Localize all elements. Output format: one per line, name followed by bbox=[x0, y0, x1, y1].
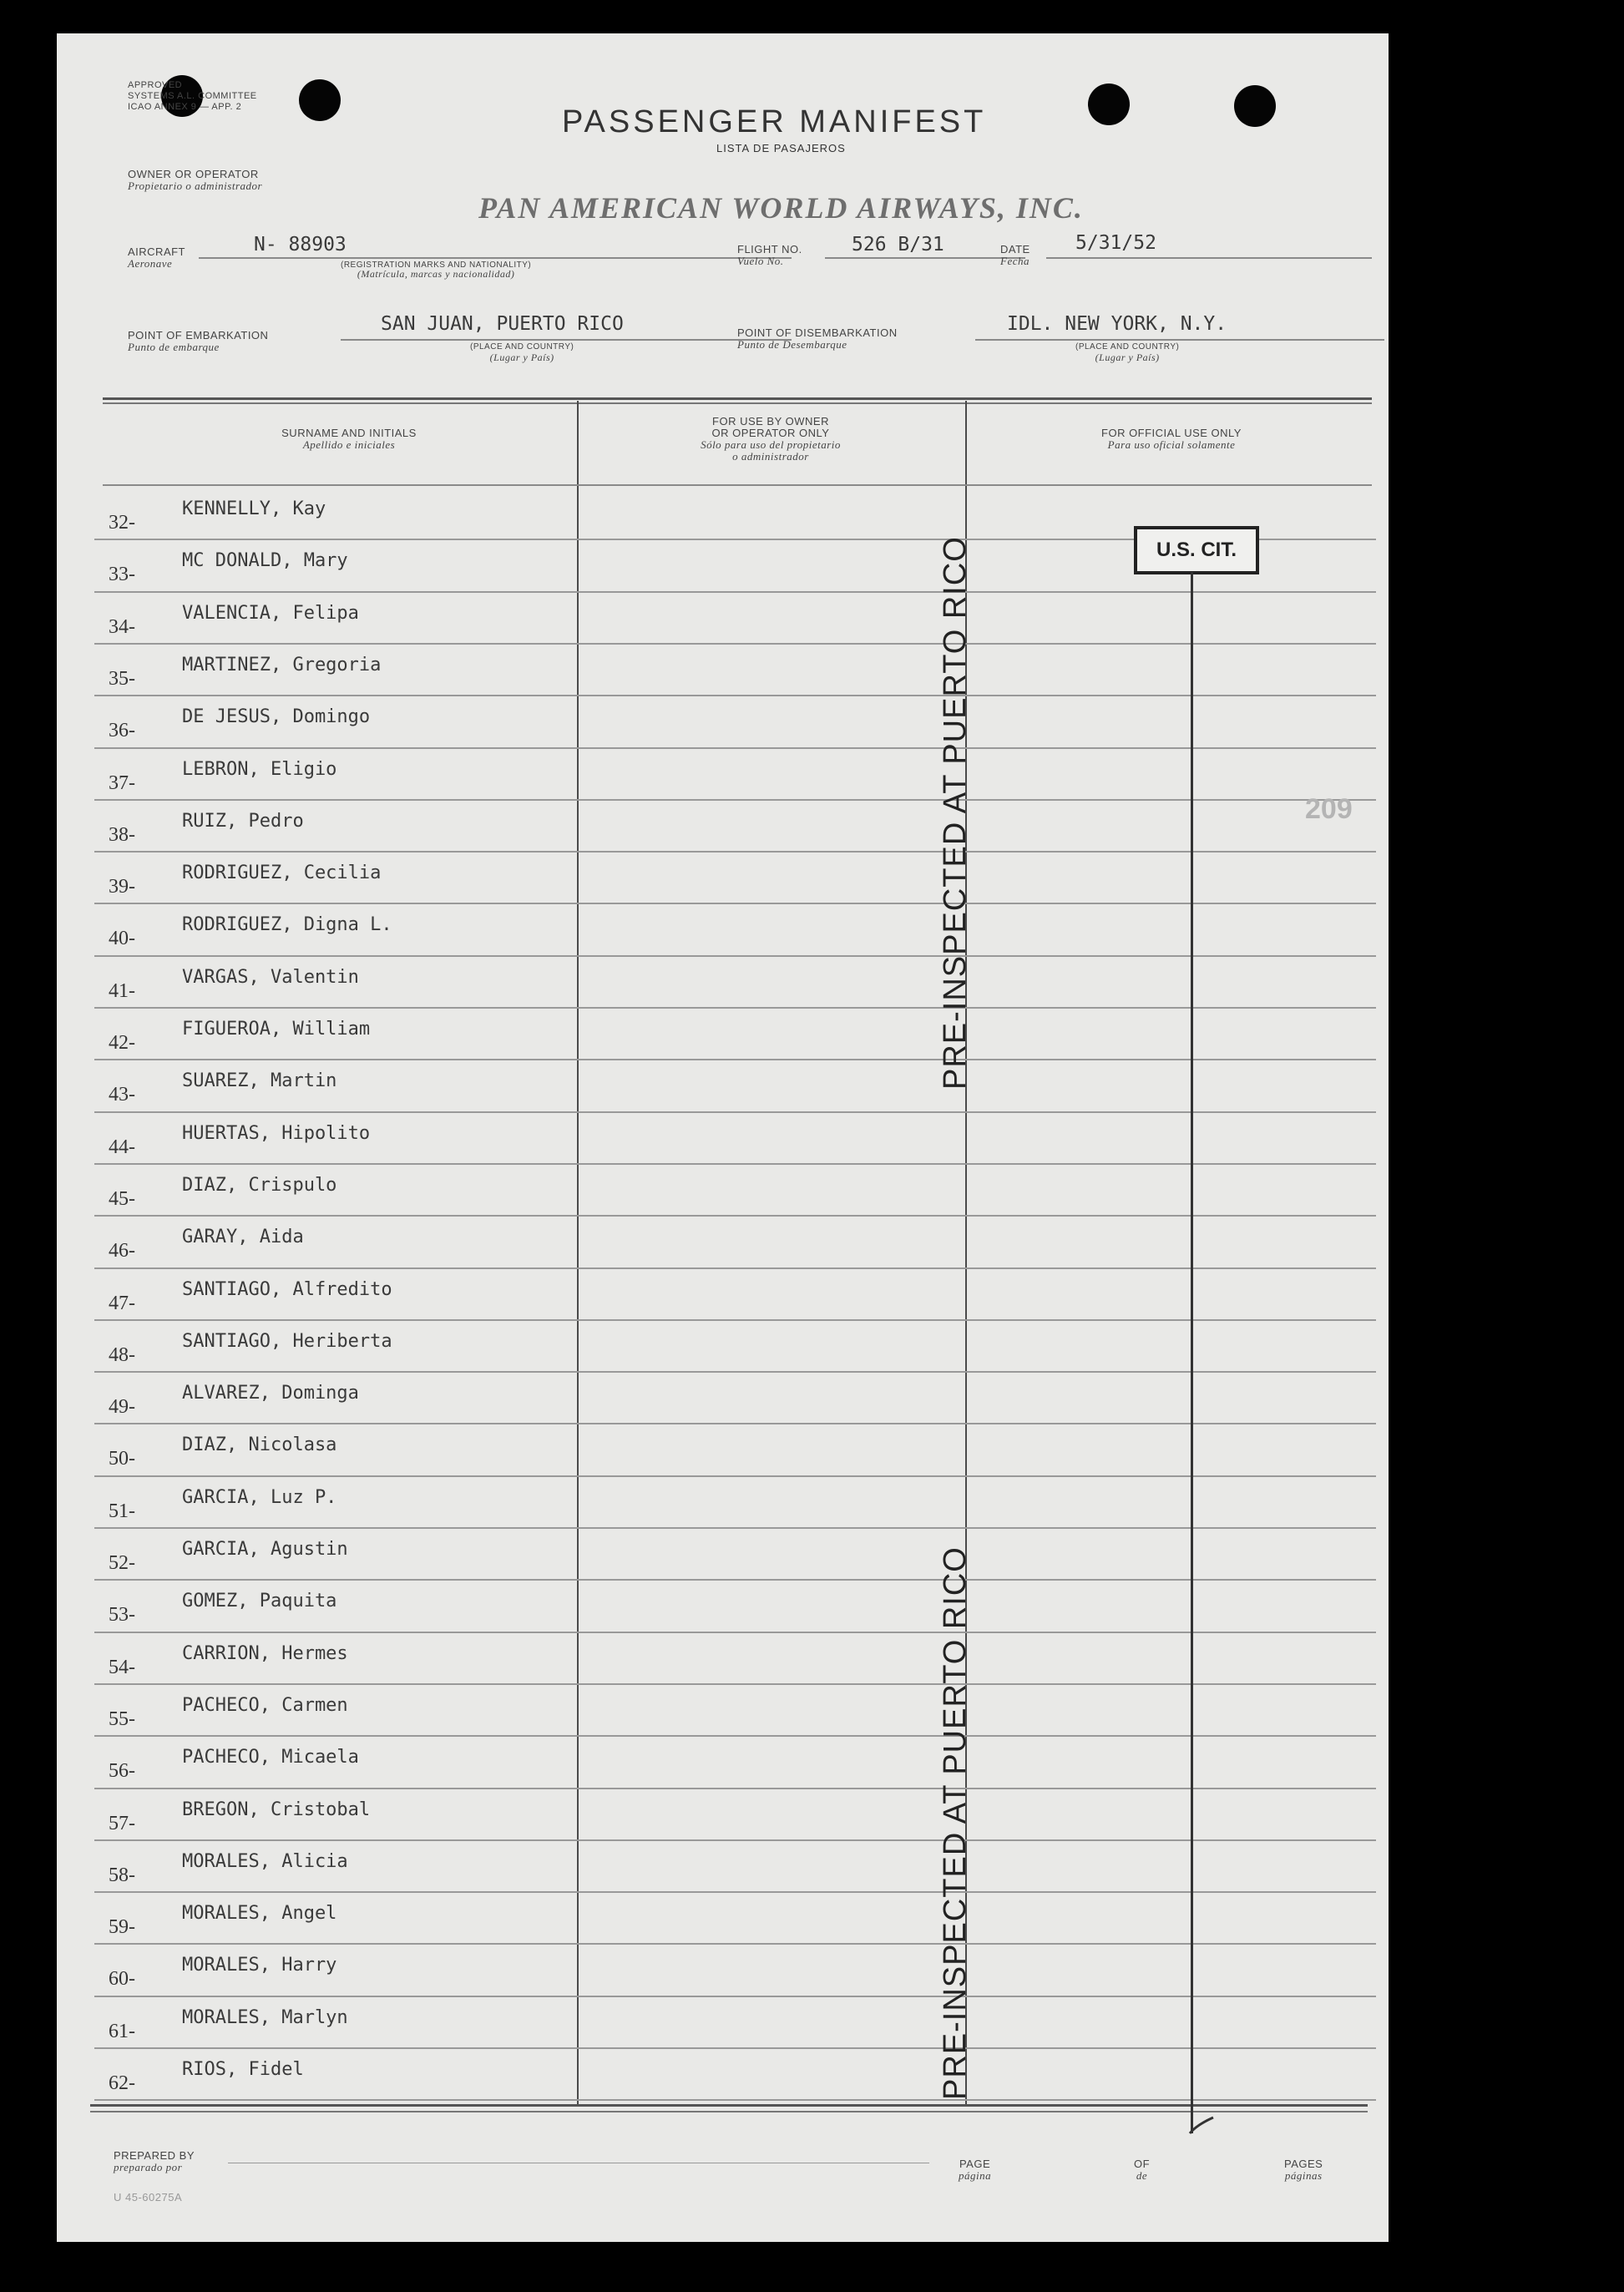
row-divider bbox=[94, 695, 1376, 696]
row-divider bbox=[94, 1111, 1376, 1113]
row-number: 48- bbox=[109, 1343, 135, 1366]
row-number: 39- bbox=[109, 876, 135, 898]
disembark-note bbox=[1075, 342, 1179, 362]
row-divider bbox=[94, 1891, 1376, 1893]
disembark-note-en: (PLACE AND COUNTRY) bbox=[1075, 342, 1180, 352]
form-number: U 45-60275A bbox=[114, 2191, 183, 2203]
row-number: 53- bbox=[109, 1604, 135, 1627]
passenger-name: CARRION, Hermes bbox=[182, 1642, 348, 1664]
manifest-sheet bbox=[57, 33, 1389, 2242]
owner-label-es: Propietario o administrador bbox=[128, 180, 263, 192]
pages-label-en: PAGES bbox=[1284, 2158, 1323, 2170]
passenger-name: SANTIAGO, Heriberta bbox=[182, 1330, 392, 1352]
column-header-operator-line1: FOR USE BY OWNER bbox=[712, 415, 829, 428]
pages-label bbox=[1284, 2158, 1323, 2182]
column-header-surname-en: SURNAME AND INITIALS bbox=[281, 427, 417, 439]
page-label-en: PAGE bbox=[959, 2158, 991, 2170]
embark-label-en: POINT OF EMBARKATION bbox=[128, 329, 269, 342]
column-header-official bbox=[971, 428, 1372, 451]
row-number: 46- bbox=[109, 1240, 135, 1262]
prepared-by-label bbox=[114, 2150, 195, 2173]
us-citizen-stamp: U.S. CIT. bbox=[1134, 526, 1259, 574]
of-label bbox=[1134, 2158, 1150, 2182]
row-divider bbox=[94, 2047, 1376, 2049]
passenger-name: DIAZ, Nicolasa bbox=[182, 1434, 337, 1456]
approval-line-3: ICAO ANNEX 9 — APP. 2 bbox=[128, 102, 242, 112]
approval-line-2: SYSTEMS A.L. COMMITTEE bbox=[128, 91, 257, 101]
preinspected-stamp-bottom: PRE-INSPECTED AT PUERTO RICO bbox=[938, 1546, 973, 2100]
row-divider bbox=[94, 1788, 1376, 1789]
passenger-name: HUERTAS, Hipolito bbox=[182, 1122, 371, 1144]
row-number: 38- bbox=[109, 823, 135, 846]
pages-label-es: páginas bbox=[1284, 2169, 1323, 2182]
row-divider bbox=[94, 1839, 1376, 1841]
row-number: 37- bbox=[109, 772, 135, 794]
table-top-rule-2 bbox=[103, 402, 1372, 404]
passenger-name: ALVAREZ, Dominga bbox=[182, 1383, 359, 1404]
row-divider bbox=[94, 1267, 1376, 1269]
row-divider bbox=[94, 747, 1376, 749]
registration-note-en: (REGISTRATION MARKS AND NATIONALITY) bbox=[341, 261, 532, 270]
row-number: 62- bbox=[109, 2072, 135, 2094]
row-number: 33- bbox=[109, 564, 135, 586]
ditto-arrow-icon bbox=[1188, 2112, 1222, 2138]
row-number: 59- bbox=[109, 1916, 135, 1939]
punch-hole-4 bbox=[1234, 85, 1276, 127]
row-divider bbox=[94, 1007, 1376, 1009]
column-header-official-es: Para uso oficial solamente bbox=[1107, 438, 1236, 451]
passenger-name: RODRIGUEZ, Digna L. bbox=[182, 914, 392, 936]
approval-block bbox=[128, 80, 257, 113]
row-divider bbox=[94, 1735, 1376, 1737]
table-bottom-rule-2 bbox=[90, 2111, 1368, 2112]
table-bottom-rule-1 bbox=[90, 2104, 1368, 2107]
row-number: 56- bbox=[109, 1760, 135, 1783]
row-divider bbox=[94, 799, 1376, 801]
column-header-operator-es2: o administrador bbox=[732, 450, 809, 463]
column-header-operator-es1: Sólo para uso del propietario bbox=[701, 438, 841, 451]
operator-name: PAN AMERICAN WORLD AIRWAYS, INC. bbox=[478, 191, 1084, 225]
passenger-name: PACHECO, Micaela bbox=[182, 1747, 359, 1768]
column-header-official-en: FOR OFFICIAL USE ONLY bbox=[1101, 427, 1242, 439]
row-divider bbox=[94, 851, 1376, 853]
row-divider bbox=[94, 643, 1376, 645]
disembark-note-es: (Lugar y País) bbox=[1095, 352, 1160, 363]
column-header-operator bbox=[583, 416, 959, 463]
passenger-name: MORALES, Harry bbox=[182, 1955, 337, 1976]
embark-underline bbox=[341, 339, 792, 341]
passenger-name: BREGON, Cristobal bbox=[182, 1799, 371, 1820]
embark-label-es: Punto de embarque bbox=[128, 341, 220, 353]
passenger-name: PACHECO, Carmen bbox=[182, 1694, 348, 1716]
column-header-surname bbox=[140, 428, 558, 451]
row-number: 54- bbox=[109, 1656, 135, 1678]
row-number: 49- bbox=[109, 1396, 135, 1419]
preinspected-stamp-top: PRE-INSPECTED AT PUERTO RICO bbox=[938, 536, 973, 1090]
page-title: PASSENGER MANIFEST bbox=[562, 104, 987, 139]
passenger-name: GARAY, Aida bbox=[182, 1227, 304, 1248]
passenger-name: GARCIA, Agustin bbox=[182, 1539, 348, 1560]
flight-value: 526 B/31 bbox=[852, 234, 944, 256]
page-stamp-number: 209 bbox=[1305, 793, 1353, 825]
aircraft-underline bbox=[199, 257, 792, 259]
passenger-name: DE JESUS, Domingo bbox=[182, 706, 371, 728]
date-label-es: Fecha bbox=[1000, 255, 1030, 267]
passenger-name: DIAZ, Crispulo bbox=[182, 1174, 337, 1196]
passenger-name: RIOS, Fidel bbox=[182, 2059, 304, 2080]
row-number: 44- bbox=[109, 1136, 135, 1158]
row-divider bbox=[94, 903, 1376, 904]
page-subtitle: LISTA DE PASAJEROS bbox=[716, 142, 846, 154]
flight-underline bbox=[825, 257, 1025, 259]
row-divider bbox=[94, 1996, 1376, 1997]
date-label bbox=[1000, 244, 1030, 267]
embark-value: SAN JUAN, PUERTO RICO bbox=[381, 313, 624, 335]
row-number: 41- bbox=[109, 979, 135, 1002]
passenger-name: GOMEZ, Paquita bbox=[182, 1591, 337, 1612]
row-number: 50- bbox=[109, 1448, 135, 1470]
passenger-name: LEBRON, Eligio bbox=[182, 758, 337, 780]
passenger-name: RUIZ, Pedro bbox=[182, 810, 304, 832]
aircraft-label bbox=[128, 246, 185, 270]
row-divider bbox=[94, 1423, 1376, 1424]
aircraft-label-en: AIRCRAFT bbox=[128, 245, 185, 258]
disembark-underline bbox=[975, 339, 1384, 341]
passenger-name: KENNELLY, Kay bbox=[182, 498, 326, 519]
row-number: 55- bbox=[109, 1708, 135, 1730]
row-number: 52- bbox=[109, 1552, 135, 1574]
row-number: 34- bbox=[109, 615, 135, 638]
owner-label bbox=[128, 169, 262, 192]
row-number: 42- bbox=[109, 1032, 135, 1054]
row-divider bbox=[94, 1527, 1376, 1529]
passenger-name: VALENCIA, Felipa bbox=[182, 602, 359, 624]
table-top-rule-1 bbox=[103, 397, 1372, 400]
prepared-by-en: PREPARED BY bbox=[114, 2149, 195, 2162]
prepared-by-es: preparado por bbox=[114, 2161, 183, 2173]
row-number: 40- bbox=[109, 928, 135, 950]
flight-label bbox=[737, 244, 802, 267]
registration-note bbox=[341, 261, 531, 279]
embark-note-es: (Lugar y País) bbox=[489, 352, 554, 363]
ditto-line bbox=[1191, 572, 1193, 2133]
row-number: 47- bbox=[109, 1292, 135, 1314]
passenger-name: SANTIAGO, Alfredito bbox=[182, 1278, 392, 1300]
passenger-name: VARGAS, Valentin bbox=[182, 966, 359, 988]
aircraft-value: N- 88903 bbox=[254, 234, 347, 256]
flight-label-en: FLIGHT NO. bbox=[737, 243, 802, 256]
disembark-label-es: Punto de Desembarque bbox=[737, 338, 847, 351]
row-number: 61- bbox=[109, 2020, 135, 2042]
column-header-surname-es: Apellido e iniciales bbox=[302, 438, 396, 451]
embark-note-en: (PLACE AND COUNTRY) bbox=[470, 342, 574, 352]
row-divider bbox=[94, 591, 1376, 593]
row-divider bbox=[94, 1371, 1376, 1373]
row-number: 51- bbox=[109, 1500, 135, 1522]
row-divider bbox=[94, 1632, 1376, 1633]
page-label-es: página bbox=[959, 2169, 992, 2182]
date-label-en: DATE bbox=[1000, 243, 1030, 256]
date-underline bbox=[1046, 257, 1372, 259]
passenger-name: FIGUEROA, William bbox=[182, 1019, 371, 1040]
header-bottom-rule bbox=[103, 484, 1372, 486]
row-divider bbox=[94, 1683, 1376, 1685]
passenger-name: MC DONALD, Mary bbox=[182, 550, 348, 572]
row-divider bbox=[94, 1215, 1376, 1217]
row-number: 57- bbox=[109, 1812, 135, 1834]
punch-hole-3 bbox=[1088, 83, 1130, 125]
row-number: 60- bbox=[109, 1968, 135, 1991]
embark-label bbox=[128, 330, 268, 353]
row-number: 32- bbox=[109, 512, 135, 534]
row-divider bbox=[94, 1943, 1376, 1945]
aircraft-label-es: Aeronave bbox=[128, 257, 173, 270]
flight-label-es: Vuelo No. bbox=[737, 255, 784, 267]
of-label-en: OF bbox=[1134, 2158, 1151, 2170]
passenger-name: RODRIGUEZ, Cecilia bbox=[182, 863, 382, 884]
row-divider bbox=[94, 955, 1376, 957]
row-divider bbox=[94, 1319, 1376, 1321]
disembark-label bbox=[737, 327, 898, 351]
owner-label-en: OWNER OR OPERATOR bbox=[128, 168, 259, 180]
passenger-name: MARTINEZ, Gregoria bbox=[182, 654, 382, 675]
column-header-operator-line2: OR OPERATOR ONLY bbox=[711, 427, 830, 439]
row-divider bbox=[94, 1579, 1376, 1581]
column-divider-1 bbox=[577, 401, 579, 2104]
row-divider bbox=[94, 1475, 1376, 1477]
date-value: 5/31/52 bbox=[1075, 232, 1156, 254]
passenger-name: MORALES, Alicia bbox=[182, 1850, 348, 1872]
passenger-name: MORALES, Angel bbox=[182, 1903, 337, 1925]
row-number: 35- bbox=[109, 667, 135, 690]
page-label bbox=[959, 2158, 991, 2182]
row-divider bbox=[94, 1059, 1376, 1060]
registration-note-es: (Matrícula, marcas y nacionalidad) bbox=[357, 268, 515, 280]
row-number: 36- bbox=[109, 720, 135, 742]
punch-hole-2 bbox=[299, 79, 341, 121]
passenger-name: SUAREZ, Martin bbox=[182, 1070, 337, 1092]
passenger-name: GARCIA, Luz P. bbox=[182, 1486, 337, 1508]
embark-note bbox=[470, 342, 574, 362]
row-number: 45- bbox=[109, 1187, 135, 1210]
disembark-label-en: POINT OF DISEMBARKATION bbox=[737, 326, 898, 339]
row-divider bbox=[94, 2099, 1376, 2101]
row-number: 58- bbox=[109, 1864, 135, 1886]
of-label-es: de bbox=[1136, 2169, 1148, 2182]
row-number: 43- bbox=[109, 1084, 135, 1106]
approval-line-1: APPROVED bbox=[128, 80, 183, 90]
passenger-name: MORALES, Marlyn bbox=[182, 2006, 348, 2028]
row-divider bbox=[94, 1163, 1376, 1165]
disembark-value: IDL. NEW YORK, N.Y. bbox=[1007, 313, 1227, 335]
